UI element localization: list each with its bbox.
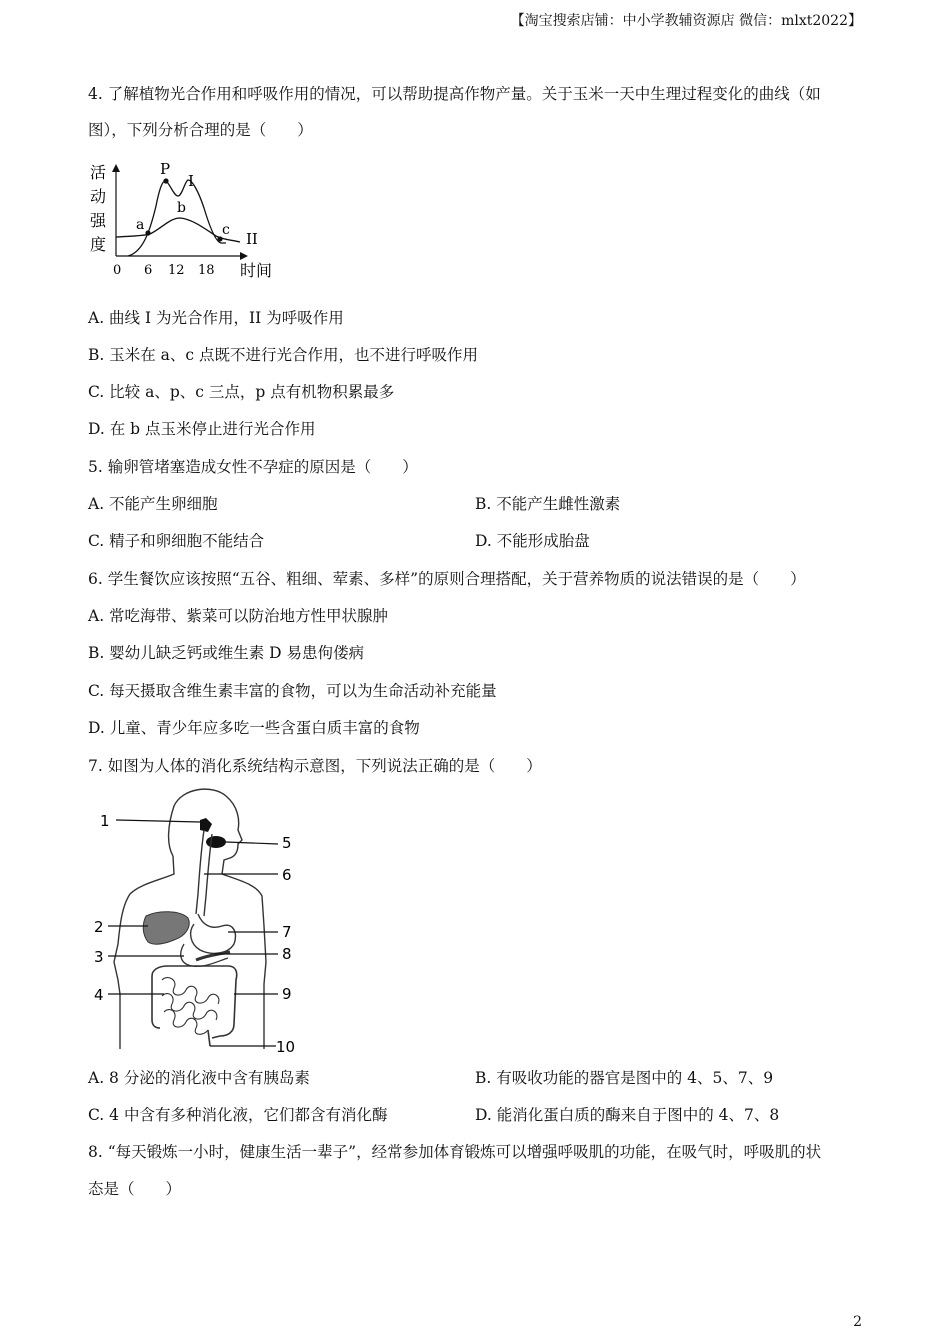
tick-12: 12 (168, 263, 185, 278)
q6-option-c: C. 每天摄取含维生素丰富的食物，可以为生命活动补充能量 (88, 682, 497, 700)
ylabel-char-2: 动 (90, 187, 107, 206)
page-number: 2 (853, 1314, 862, 1330)
page-header: 【淘宝搜索店铺：中小学教辅资源店 微信：mlxt2022】 (510, 13, 862, 29)
q7-option-c: C. 4 中含有多种消化液，它们都含有消化酶 (88, 1106, 388, 1124)
label-P: P (160, 160, 171, 178)
y-axis-arrow (112, 164, 120, 172)
ylabel-char-3: 强 (90, 211, 107, 230)
duodenum (181, 944, 228, 966)
q4-stem-line2: 图），下列分析合理的是（ ） (88, 121, 313, 139)
q5-option-a: A. 不能产生卵细胞 (88, 495, 218, 513)
stomach (191, 914, 236, 953)
q6-option-d: D. 儿童、青少年应多吃一些含蛋白质丰富的食物 (88, 719, 420, 737)
tick-6: 6 (144, 263, 153, 278)
q8-stem-line1: 8. “每天锻炼一小时，健康生活一辈子”，经常参加体育锻炼可以增强呼吸肌的功能，在吸气时，呼吸肌的状 (88, 1143, 822, 1161)
label-c: c (222, 222, 230, 238)
q6-option-a: A. 常吃海带、紫菜可以防治地方性甲状腺肿 (88, 607, 389, 625)
q7-option-a: A. 8 分泌的消化液中含有胰岛素 (88, 1069, 310, 1087)
ylabel-char-4: 度 (90, 235, 107, 254)
tick-18: 18 (198, 263, 215, 278)
label-8: 8 (282, 945, 292, 963)
q4-stem-line1: 4. 了解植物光合作用和呼吸作用的情况，可以帮助提高作物产量。关于玉米一天中生理过程变化的曲线（如 (88, 85, 821, 103)
point-P (163, 178, 168, 183)
oral-cavity (200, 818, 212, 832)
salivary-gland (206, 836, 226, 848)
esophagus (204, 834, 212, 916)
point-a (145, 230, 150, 235)
large-intestine (152, 966, 237, 1038)
q4-option-a: A. 曲线 I 为光合作用，II 为呼吸作用 (88, 309, 344, 327)
activity-curve-graph (88, 156, 288, 286)
label-2: 2 (94, 918, 104, 936)
q4-option-c: C. 比较 a、p、c 三点，p 点有机物积累最多 (88, 383, 395, 401)
q4-option-d: D. 在 b 点玉米停止进行光合作用 (88, 420, 316, 438)
ylabel-char-1: 活 (90, 163, 107, 182)
q8-stem-line2: 态是（ ） (88, 1180, 182, 1198)
label-II: II (246, 230, 258, 248)
label-6: 6 (282, 866, 292, 884)
x-axis-arrow (240, 252, 248, 260)
label-4: 4 (94, 986, 104, 1004)
label-1: 1 (100, 812, 110, 830)
label-a: a (136, 217, 145, 233)
body-outline-left (114, 856, 174, 1049)
label-b: b (177, 200, 186, 216)
q6-option-b: B. 婴幼儿缺乏钙或维生素 D 易患佝偻病 (88, 644, 365, 662)
rectum (208, 1030, 210, 1046)
q6-stem: 6. 学生餐饮应该按照“五谷、粗细、荤素、多样”的原则合理搭配，关于营养物质的说法错误的是（ ） (88, 570, 806, 588)
label-3: 3 (94, 948, 104, 966)
liver (143, 912, 189, 944)
label-9: 9 (282, 985, 292, 1003)
label-10: 10 (276, 1038, 296, 1056)
q5-option-d: D. 不能形成胎盘 (475, 532, 590, 550)
x-axis-label: 时间 (240, 261, 273, 280)
label-7: 7 (282, 923, 292, 941)
q7-option-b: B. 有吸收功能的器官是图中的 4、5、7、9 (475, 1069, 774, 1087)
q7-option-d: D. 能消化蛋白质的酶来自于图中的 4、7、8 (475, 1106, 780, 1124)
q5-option-c: C. 精子和卵细胞不能结合 (88, 532, 265, 550)
digestive-system-diagram (88, 784, 318, 1056)
small-intestine (162, 978, 219, 1035)
q7-stem: 7. 如图为人体的消化系统结构示意图，下列说法正确的是（ ） (88, 757, 542, 775)
q5-stem: 5. 输卵管堵塞造成女性不孕症的原因是（ ） (88, 458, 418, 476)
label-5: 5 (282, 834, 292, 852)
q4-option-b: B. 玉米在 a、c 点既不进行光合作用，也不进行呼吸作用 (88, 346, 479, 364)
tick-0: 0 (113, 263, 122, 278)
q5-option-b: B. 不能产生雌性激素 (475, 495, 621, 513)
label-I: I (188, 172, 194, 190)
